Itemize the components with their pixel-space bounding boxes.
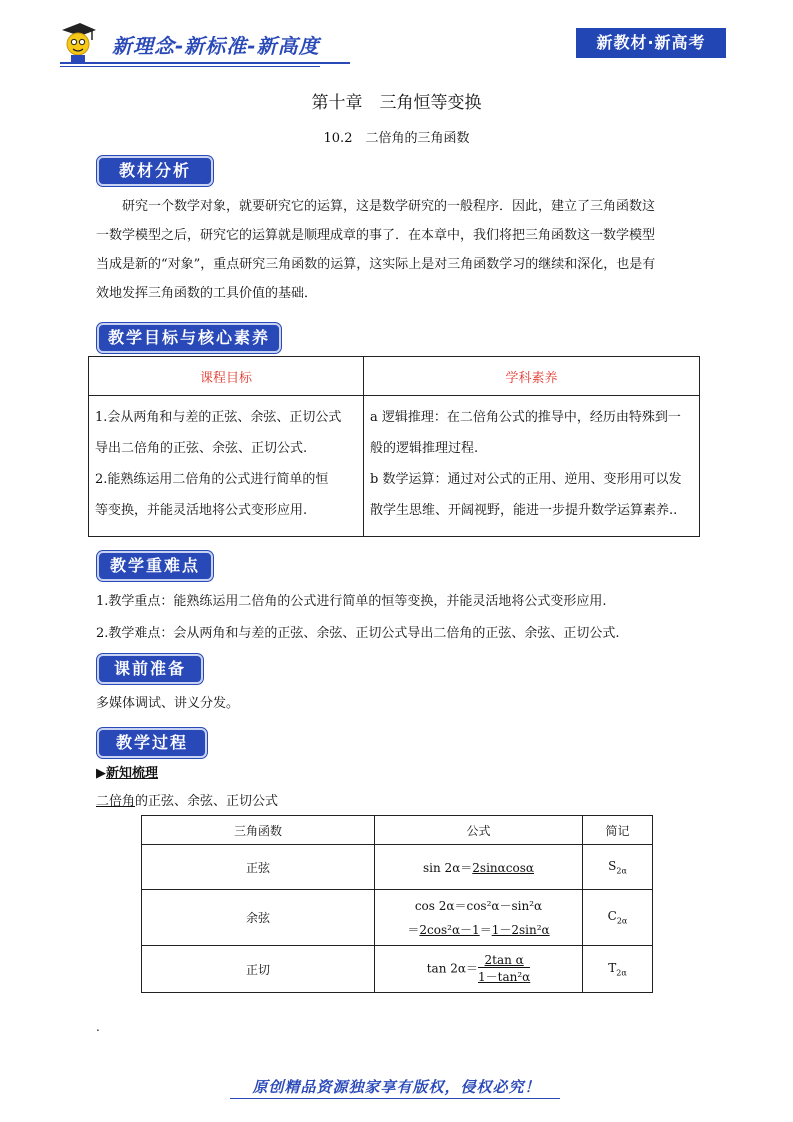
formula-cos xyxy=(375,890,583,946)
analysis-paragraph xyxy=(96,192,706,308)
double-angle-link[interactable]: 二倍角 xyxy=(96,794,136,809)
tan-denominator: 1－tan²α xyxy=(478,970,531,984)
goals-col1-line: 1.会从两角和与差的正弦、余弦、正切公式 xyxy=(95,410,342,425)
goals-col2-header: 学科素养 xyxy=(364,357,700,396)
prep-text: 多媒体调试、讲义分发。 xyxy=(96,696,240,711)
analysis-line: 一数学模型之后，研究它的运算就是顺理成章的事了．在本章中，我们将把三角函数这一数学模型 xyxy=(96,228,656,243)
mascot-logo-icon xyxy=(58,20,98,64)
cos-eq2: ＝ xyxy=(479,922,492,937)
cos-line2 xyxy=(376,918,581,942)
sin-formula: 2sinαcosα xyxy=(472,860,534,875)
footer-underline xyxy=(230,1098,560,1099)
formula-intro xyxy=(96,790,278,809)
header-underline xyxy=(60,62,350,64)
section-tag-analysis: 教材分析 xyxy=(97,156,213,186)
header-underline-thin xyxy=(60,66,320,67)
goals-col1-line: 2.能熟练运用二倍角的公式进行简单的恒 xyxy=(95,472,329,487)
goals-col2-line: 般的逻辑推理过程. xyxy=(370,441,479,456)
trailing-dot: . xyxy=(96,1020,100,1034)
row-name-sin: 正弦 xyxy=(142,845,375,890)
abbr-cos xyxy=(583,890,653,946)
footer-copyright: 原创精品资源独家享有版权，侵权必究！ xyxy=(252,1078,541,1096)
goals-table xyxy=(88,356,700,537)
abbr-letter: S xyxy=(608,858,617,873)
abbr-sin xyxy=(583,845,653,890)
row-name-tan: 正切 xyxy=(142,946,375,993)
header-slogan: 新理念-新标准-新高度 xyxy=(112,34,320,58)
analysis-line: 效地发挥三角函数的工具价值的基础． xyxy=(96,286,318,301)
formula-table xyxy=(141,815,653,993)
section-tag-goals: 教学目标与核心素养 xyxy=(97,323,281,353)
analysis-line: 当成是新的“对象”，重点研究三角函数的运算，这实际上是对三角函数学习的继续和深化，也是有 xyxy=(96,257,656,272)
abbr-sub: 2α xyxy=(616,916,628,926)
formula-sin xyxy=(375,845,583,890)
row-name-cos: 余弦 xyxy=(142,890,375,946)
new-knowledge-heading xyxy=(96,762,158,781)
section-tag-process: 教学过程 xyxy=(97,728,207,758)
cos-line1: cos 2α＝cos²α－sin²α xyxy=(414,898,543,913)
goals-col1-line: 等变换，并能灵活地将公式变形应用. xyxy=(95,503,308,518)
abbr-letter: C xyxy=(607,909,617,924)
abbr-sub: 2α xyxy=(616,968,627,978)
goals-col2-line: 散学生思维、开阔视野，能进一步提升数学运算素养.. xyxy=(370,503,678,518)
cos-eq1: ＝ xyxy=(407,922,420,937)
key-point-2: 2.教学难点：会从两角和与差的正弦、余弦、正切公式导出二倍角的正弦、余弦、正切公式. xyxy=(96,626,620,641)
cos-part1: 2cos²α－1 xyxy=(419,922,480,937)
tan-fraction xyxy=(478,953,530,985)
goals-col2-line: b 数学运算：通过对公式的正用、逆用、变形用可以发 xyxy=(370,472,682,487)
tan-numerator: 2tan α xyxy=(478,953,530,968)
tan-prefix: tan 2α＝ xyxy=(426,961,478,976)
key-point-1: 1.教学重点：能熟练运用二倍角的公式进行简单的恒等变换，并能灵活地将公式变形应用. xyxy=(96,594,607,609)
sin-prefix: sin 2α＝ xyxy=(423,860,473,875)
chapter-title: 第十章 三角恒等变换 xyxy=(311,93,482,113)
goals-col1-cell xyxy=(89,396,364,537)
section-subtitle: 10.2 二倍角的三角函数 xyxy=(323,131,470,146)
formula-header: 简记 xyxy=(583,816,653,845)
formula-header: 三角函数 xyxy=(142,816,375,845)
intro-rest: 的正弦、余弦、正切公式 xyxy=(135,794,279,809)
header-badge: 新教材·新高考 xyxy=(576,28,726,58)
goals-col2-cell xyxy=(364,396,700,537)
cos-part2: 1－2sin²α xyxy=(491,922,550,937)
abbr-tan xyxy=(583,946,653,993)
formula-header: 公式 xyxy=(375,816,583,845)
goals-col1-line: 导出二倍角的正弦、余弦、正切公式. xyxy=(95,441,308,456)
abbr-sub: 2α xyxy=(616,866,627,876)
analysis-line: 研究一个数学对象，就要研究它的运算，这是数学研究的一般程序．因此，建立了三角函数这 xyxy=(122,199,656,214)
goals-col1-header: 课程目标 xyxy=(89,357,364,396)
section-tag-prep: 课前准备 xyxy=(97,654,203,684)
section-tag-key-points: 教学重难点 xyxy=(97,551,213,581)
triangle-marker-icon: ▶ xyxy=(96,766,106,781)
formula-tan xyxy=(375,946,583,993)
goals-col2-line: a 逻辑推理：在二倍角公式的推导中，经历由特殊到一 xyxy=(370,410,681,425)
abbr-letter: T xyxy=(608,960,617,975)
new-knowledge-label: 新知梳理 xyxy=(106,766,159,781)
